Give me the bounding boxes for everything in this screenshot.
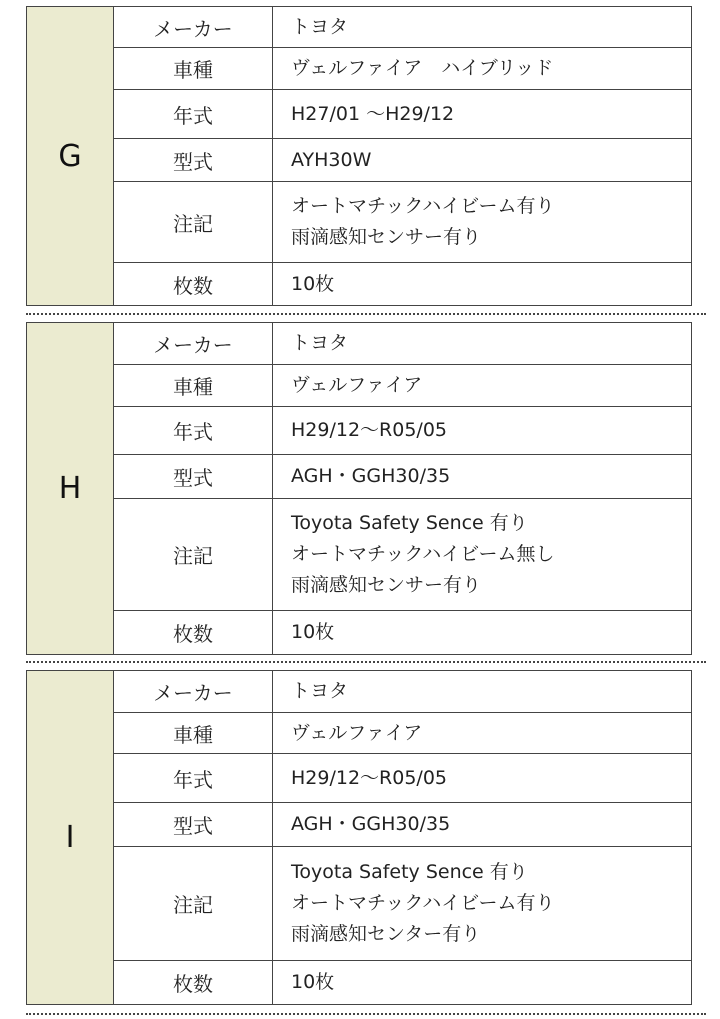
row-label: 車種 <box>114 713 273 753</box>
row-label: 枚数 <box>114 961 273 1004</box>
row-value <box>273 323 691 364</box>
row-model <box>114 48 691 90</box>
row-value <box>273 455 691 498</box>
row-value <box>273 611 691 654</box>
row-model <box>114 713 691 754</box>
row-value <box>273 139 691 181</box>
row-label: 注記 <box>114 182 273 262</box>
row-maker <box>114 7 691 48</box>
row-year <box>114 754 691 803</box>
row-label: 型式 <box>114 455 273 498</box>
value-line: トヨタ <box>291 680 349 702</box>
value-line: オートマチックハイビーム有り <box>291 892 555 914</box>
row-count <box>114 263 691 305</box>
value-line: Toyota Safety Sence 有り <box>291 512 528 534</box>
value-line: トヨタ <box>291 332 349 354</box>
value-line: 雨滴感知センサー有り <box>291 226 482 248</box>
row-value <box>273 48 691 89</box>
row-label: 枚数 <box>114 611 273 654</box>
row-label: 年式 <box>114 754 273 802</box>
variant-letter: G <box>27 7 114 305</box>
value-line: Toyota Safety Sence 有り <box>291 861 528 883</box>
value-line: H27/01 〜H29/12 <box>291 102 455 125</box>
spec-table-g <box>26 6 692 306</box>
row-notes <box>114 182 691 263</box>
row-value <box>273 499 691 610</box>
row-value <box>273 263 691 305</box>
spec-rows <box>114 671 691 1004</box>
row-label: 車種 <box>114 48 273 89</box>
value-line: H29/12〜R05/05 <box>291 766 447 789</box>
row-value <box>273 7 691 47</box>
row-label: メーカー <box>114 323 273 364</box>
value-line: 10枚 <box>291 272 335 295</box>
value-line: ヴェルファイア <box>291 374 423 396</box>
value-line: 10枚 <box>291 621 335 643</box>
row-value <box>273 407 691 454</box>
value-line: AYH30W <box>291 148 372 171</box>
row-label: メーカー <box>114 671 273 712</box>
row-count <box>114 961 691 1004</box>
value-line: ヴェルファイア <box>291 721 423 744</box>
row-label: 注記 <box>114 499 273 610</box>
row-value <box>273 803 691 846</box>
dotted-separator <box>26 661 706 663</box>
value-line: 雨滴感知センター有り <box>291 923 481 945</box>
row-year <box>114 90 691 139</box>
row-model <box>114 365 691 407</box>
variant-letter: I <box>27 671 114 1004</box>
value-line: 雨滴感知センサー有り <box>291 574 482 596</box>
row-value <box>273 182 691 262</box>
value-line: AGH・GGH30/35 <box>291 465 451 487</box>
row-maker <box>114 323 691 365</box>
row-value <box>273 961 691 1004</box>
row-notes <box>114 499 691 611</box>
row-value <box>273 847 691 960</box>
row-value <box>273 754 691 802</box>
row-value <box>273 90 691 138</box>
value-line: オートマチックハイビーム有り <box>291 195 555 217</box>
row-label: 型式 <box>114 139 273 181</box>
value-line: オートマチックハイビーム無し <box>291 543 555 565</box>
row-label: メーカー <box>114 7 273 47</box>
row-label: 枚数 <box>114 263 273 305</box>
row-label: 年式 <box>114 407 273 454</box>
dotted-separator <box>26 1013 706 1015</box>
dotted-separator <box>26 313 706 315</box>
row-type <box>114 455 691 499</box>
spec-table-i <box>26 670 692 1005</box>
row-type <box>114 139 691 182</box>
row-value <box>273 671 691 712</box>
row-type <box>114 803 691 847</box>
row-maker <box>114 671 691 713</box>
value-line: AGH・GGH30/35 <box>291 813 451 835</box>
row-year <box>114 407 691 455</box>
value-line: 10枚 <box>291 971 335 993</box>
spec-table-h <box>26 322 692 655</box>
row-notes <box>114 847 691 961</box>
row-value <box>273 365 691 406</box>
value-line: H29/12〜R05/05 <box>291 419 447 441</box>
row-count <box>114 611 691 654</box>
row-label: 注記 <box>114 847 273 960</box>
spec-rows <box>114 7 691 305</box>
row-label: 型式 <box>114 803 273 846</box>
spec-rows <box>114 323 691 654</box>
value-line: ヴェルファイア ハイブリッド <box>291 57 554 79</box>
row-label: 車種 <box>114 365 273 406</box>
value-line: トヨタ <box>291 15 349 38</box>
row-value <box>273 713 691 753</box>
variant-letter: H <box>27 323 114 654</box>
row-label: 年式 <box>114 90 273 138</box>
